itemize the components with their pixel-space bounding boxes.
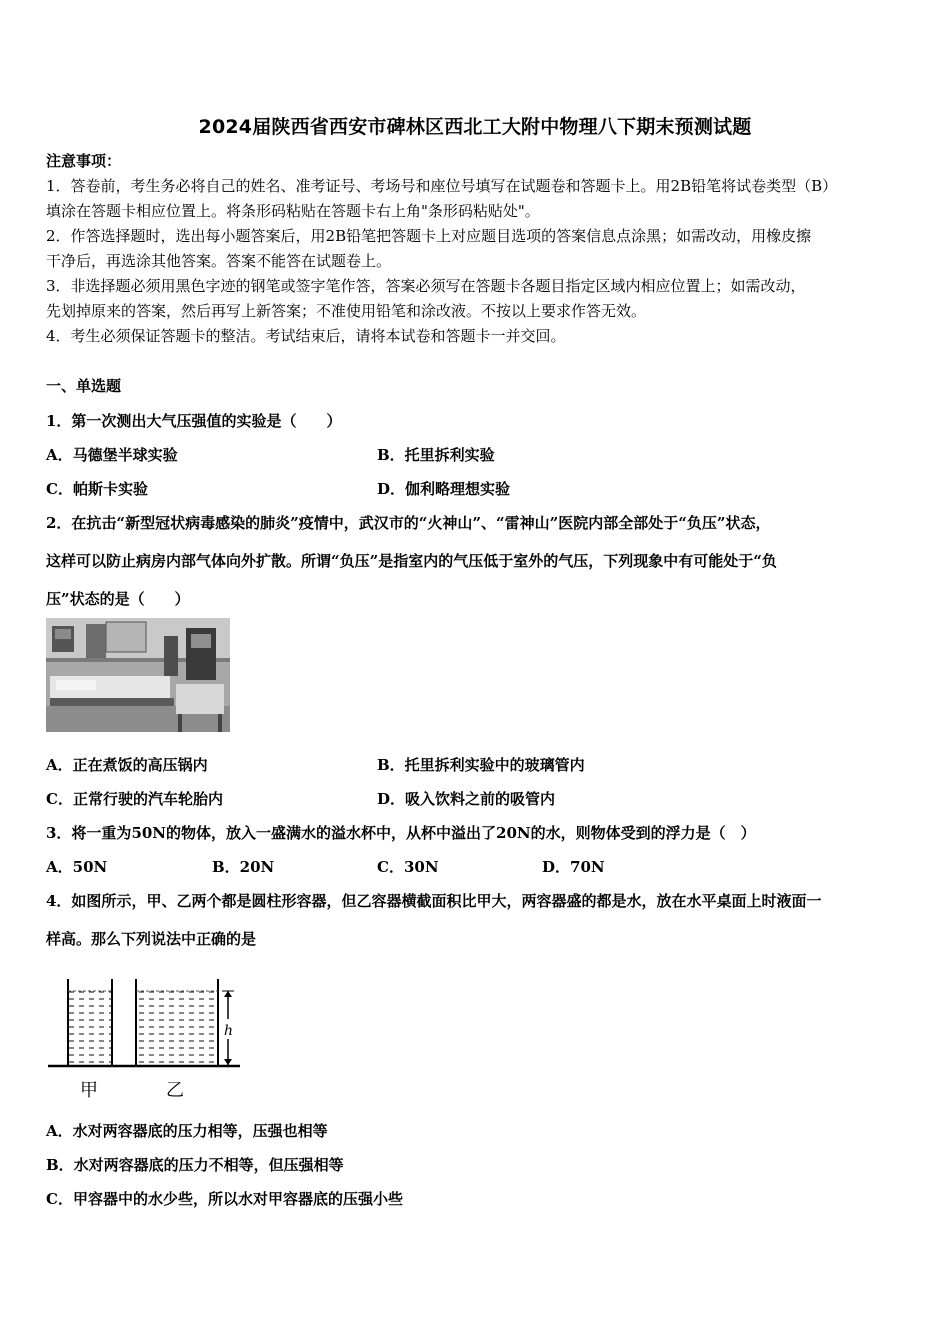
notice-heading: 注意事项：	[46, 152, 122, 170]
question-2-option-d: D．吸入饮料之前的吸管内	[377, 790, 556, 808]
question-1-option-c: C．帕斯卡实验	[46, 480, 148, 498]
question-4-option-c: C．甲容器中的水少些，所以水对甲容器底的压强小些	[46, 1190, 403, 1208]
label-yi: 乙	[166, 1080, 184, 1101]
notice-line: 干净后，再选涂其他答案。答案不能答在试题卷上。	[46, 252, 392, 270]
notice-line: 2．作答选择题时，选出每小题答案后，用2B铅笔把答题卡上对应题目选项的答案信息点涂黑；如需改动，用橡皮擦	[46, 227, 812, 245]
question-4-stem-line: 4．如图所示，甲、乙两个都是圆柱形容器，但乙容器横截面积比甲大，两容器盛的都是水，放在水平桌面上时液面一	[46, 892, 822, 910]
question-1-option-b: B．托里拆利实验	[377, 446, 495, 464]
height-marker	[222, 991, 234, 1065]
question-1-option-a: A．马德堡半球实验	[46, 446, 178, 464]
notice-line: 4．考生必须保证答题卡的整洁。考试结束后，请将本试卷和答题卡一并交回。	[46, 327, 566, 345]
question-2-option-b: B．托里拆利实验中的玻璃管内	[377, 756, 585, 774]
question-2-stem-line: 这样可以防止病房内部气体向外扩散。所谓“负压”是指室内的气压低于室外的气压，下列现象中有可能处于“负	[46, 552, 777, 570]
height-label: h	[224, 1023, 234, 1039]
question-2-stem-line: 压”状态的是（ ）	[46, 590, 190, 608]
hospital-ward-photo	[46, 618, 230, 732]
question-2-stem-line: 2．在抗击“新型冠状病毒感染的肺炎”疫情中，武汉市的“火神山”、“雷神山”医院内部全部处于“负压”状态，	[46, 514, 771, 532]
question-3-option-d: D．70N	[542, 858, 605, 876]
question-2-option-c: C．正常行驶的汽车轮胎内	[46, 790, 223, 808]
question-3-option-c: C．30N	[377, 858, 439, 876]
section-heading: 一、单选题	[46, 377, 122, 395]
question-1-option-d: D．伽利略理想实验	[377, 480, 511, 498]
notice-line: 先划掉原来的答案，然后再写上新答案；不准使用铅笔和涂改液。不按以上要求作答无效。	[46, 302, 647, 320]
question-3-stem: 3．将一重为50N的物体，放入一盛满水的溢水杯中，从杯中溢出了20N的水，则物体受到的浮力是（ ）	[46, 824, 756, 842]
page-title: 2024届陕西省西安市碑林区西北工大附中物理八下期末预测试题	[198, 116, 752, 138]
container-yi	[136, 979, 218, 1065]
question-1-stem: 1．第一次测出大气压强值的实验是（ ）	[46, 412, 342, 430]
question-4-option-b: B．水对两容器底的压力不相等，但压强相等	[46, 1156, 344, 1174]
notice-line: 填涂在答题卡相应位置上。将条形码粘贴在答题卡右上角"条形码粘贴处"。	[46, 202, 540, 220]
notice-line: 1．答卷前，考生务必将自己的姓名、准考证号、考场号和座位号填写在试题卷和答题卡上。用2B铅笔将试卷类型（B）	[46, 177, 838, 195]
question-4-stem-line: 样高。那么下列说法中正确的是	[46, 930, 257, 948]
question-3-option-b: B．20N	[212, 858, 275, 876]
question-4-option-a: A．水对两容器底的压力相等，压强也相等	[46, 1122, 328, 1140]
question-2-option-a: A．正在煮饭的高压锅内	[46, 756, 208, 774]
label-jia: 甲	[80, 1080, 98, 1101]
container-jia	[68, 979, 112, 1065]
beaker-diagram	[48, 975, 240, 1105]
notice-line: 3．非选择题必须用黑色字迹的钢笔或签字笔作答，答案必须写在答题卡各题目指定区域内相应位置上；如需改动，	[46, 277, 806, 295]
question-3-option-a: A．50N	[46, 858, 108, 876]
